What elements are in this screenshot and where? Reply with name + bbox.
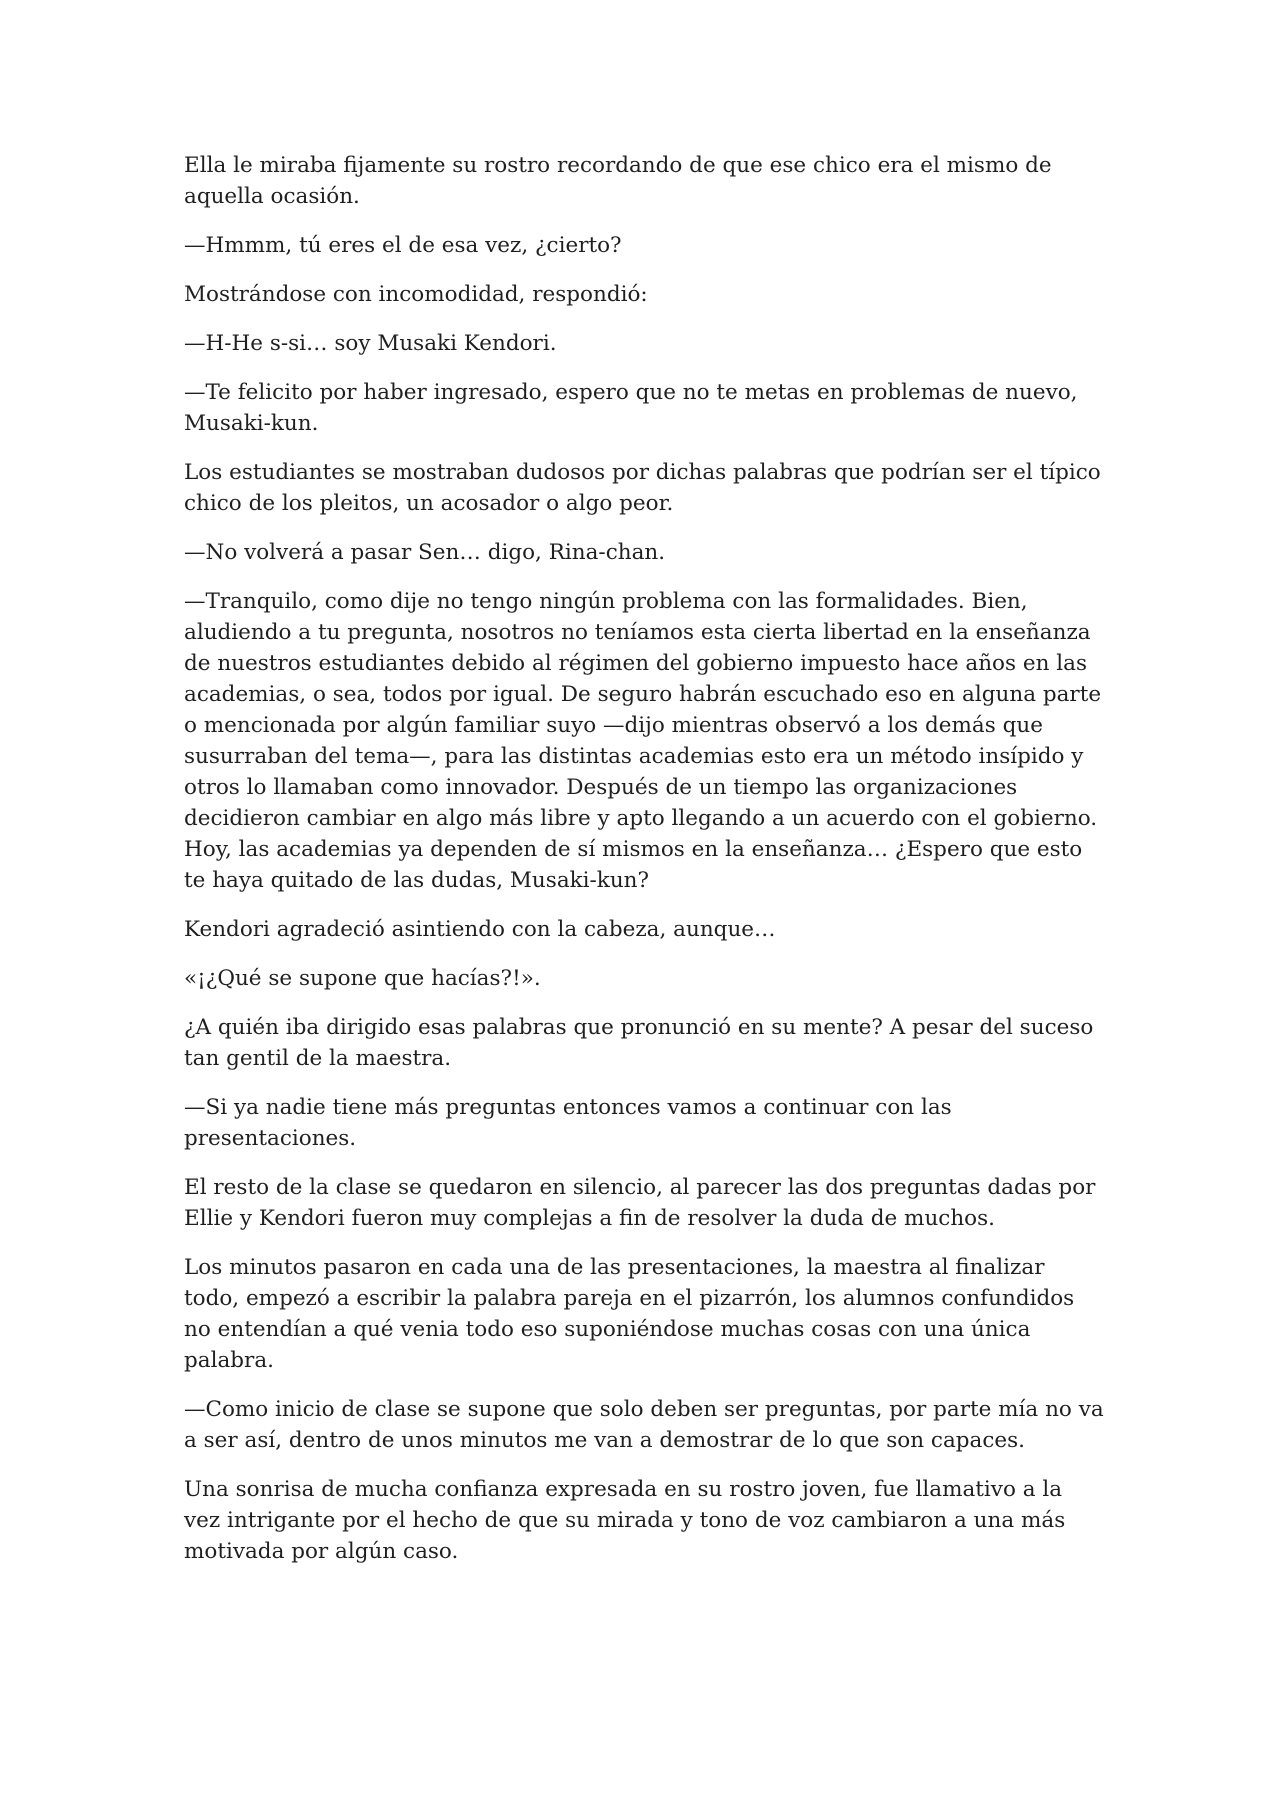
paragraph: Kendori agradeció asintiendo con la cabeza, aunque… [184, 917, 776, 942]
paragraph: Ella le miraba fijamente su rostro recordando de que ese chico era el mismo de aquella ocasión. [184, 153, 1052, 209]
paragraph: El resto de la clase se quedaron en silencio, al parecer las dos preguntas dadas por Ellie y Kendori fueron muy complejas a fin de resolver la duda de muchos. [184, 1175, 1096, 1231]
paragraph: «¡¿Qué se supone que hacías?!». [184, 966, 541, 991]
paragraph: —Tranquilo, como dije no tengo ningún problema con las formalidades. Bien, aludiendo a tu pregunta, nosotros no teníamos esta cierta libertad en la enseñanza de nuestros estudiantes debido al régimen del gobierno impuesto hace años en las academias, o sea, todos por igual. De seguro habrán escuchado eso en alguna parte o mencionada por algún familiar suyo —dijo mientras observó a los demás que susurraban del tema—, para las distintas academias esto era un método insípido y otros lo llamaban como innovador. Después de un tiempo las organizaciones decidieron cambiar en algo más libre y apto llegando a un acuerdo con el gobierno. Hoy, las academias ya dependen de sí mismos en la enseñanza… ¿Espero que esto te haya quitado de las dudas, Musaki-kun? [184, 589, 1102, 893]
paragraph: ¿A quién iba dirigido esas palabras que pronunció en su mente? A pesar del suceso tan gentil de la maestra. [184, 1015, 1094, 1071]
document-body [184, 150, 1104, 1585]
paragraph: —H-He s-si… soy Musaki Kendori. [184, 331, 557, 356]
paragraph: —Si ya nadie tiene más preguntas entonces vamos a continuar con las presentaciones. [184, 1095, 952, 1151]
paragraph: Mostrándose con incomodidad, respondió: [184, 282, 648, 307]
paragraph: —Te felicito por haber ingresado, espero que no te metas en problemas de nuevo, Musaki-kun. [184, 380, 1078, 436]
paragraph: —Como inicio de clase se supone que solo deben ser preguntas, por parte mía no va a ser así, dentro de unos minutos me van a demostrar de lo que son capaces. [184, 1397, 1104, 1453]
paragraph: Una sonrisa de mucha confianza expresada en su rostro joven, fue llamativo a la vez intrigante por el hecho de que su mirada y tono de voz cambiaron a una más motivada por algún caso. [184, 1477, 1066, 1564]
paragraph: —Hmmm, tú eres el de esa vez, ¿cierto? [184, 233, 622, 258]
paragraph: Los estudiantes se mostraban dudosos por dichas palabras que podrían ser el típico chico de los pleitos, un acosador o algo peor. [184, 460, 1101, 516]
paragraph: Los minutos pasaron en cada una de las presentaciones, la maestra al finalizar todo, empezó a escribir la palabra pareja en el pizarrón, los alumnos confundidos no entendían a qué venia todo eso suponiéndose muchas cosas con una única palabra. [184, 1255, 1075, 1373]
paragraph: —No volverá a pasar Sen… digo, Rina-chan. [184, 540, 666, 565]
